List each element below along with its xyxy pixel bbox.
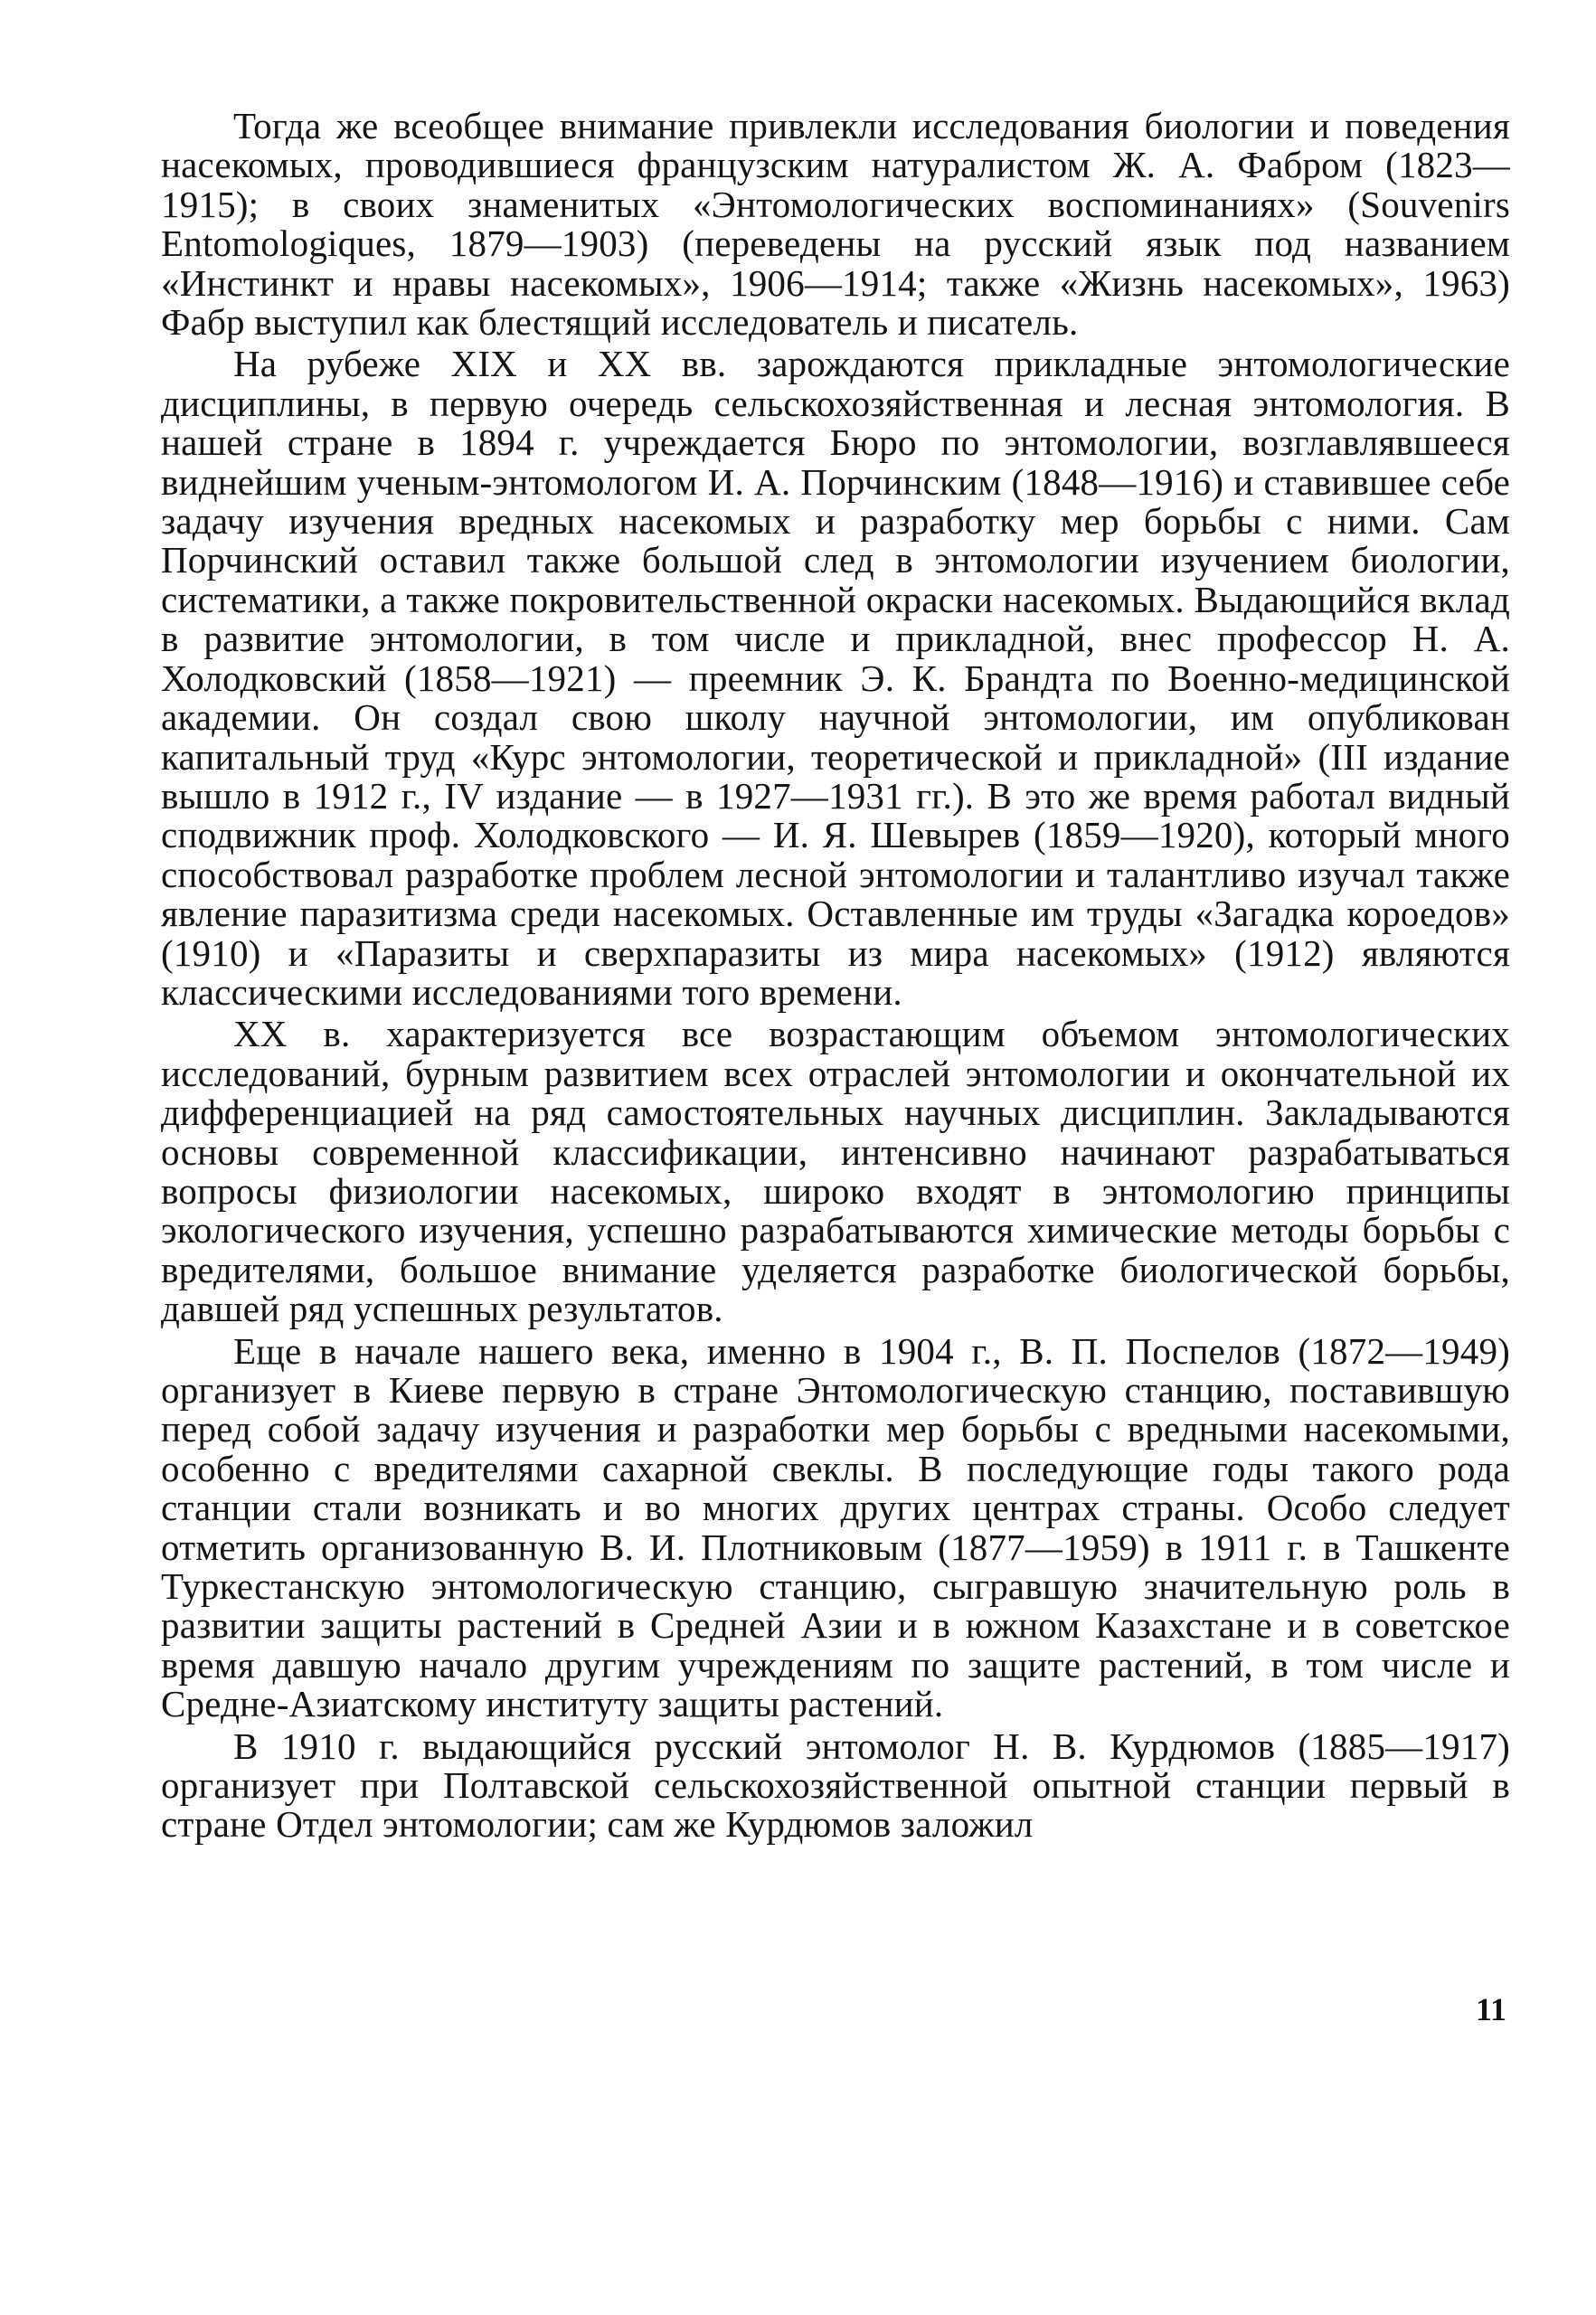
paragraph-fabre: Тогда же всеобщее внимание привлекли исследования биологии и поведения насекомых, проводившиеся французским натуралистом Ж. А. Фабром (1823—1915); в своих знаменитых «Энтомологических воспоминаниях» (Souvenirs Entomologiques, 1879—1903) (переведены на русский язык под названием «Инстинкт и нравы насекомых», 1906—1914; также «Жизнь насекомых», 1963) Фабр выступил как блестящий исследователь и писатель. (161, 105, 1510, 344)
paragraph-kurdyumov: В 1910 г. выдающийся русский энтомолог Н. В. Курдюмов (1885—1917) организует при Полтавской сельскохозяйственной опытной станции первый в стране Отдел энтомологии; сам же Курдюмов заложил (161, 1724, 1510, 1846)
page-body (161, 107, 1510, 1845)
paragraph-entomological-stations: Еще в начале нашего века, именно в 1904 г., В. П. Поспелов (1872—1949) организует в Киеве первую в стране Энтомологическую станцию, поставившую перед собой задачу изучения и разработки мер борьбы с вредными насекомыми, особенно с вредителями сахарной свеклы. В последующие годы такого рода станции стали возникать и во многих других центрах страны. Особо следует отметить организованную В. И. Плотниковым (1877—1959) в 1911 г. в Ташкенте Туркестанскую энтомологическую станцию, сыгравшую значительную роль в развитии защиты растений в Средней Азии и в южном Казахстане и в советское время давшую начало другим учреждениям по защите растений, в том числе и Средне-Азиатскому институту защиты растений. (161, 1329, 1510, 1725)
paragraph-applied-entomology: На рубеже XIX и XX вв. зарождаются прикладные энтомологические дисциплины, в первую очередь сельскохозяйственная и лесная энтомология. В нашей стране в 1894 г. учреждается Бюро по энтомологии, возглавлявшееся виднейшим ученым-энтомологом И. А. Порчинским (1848—1916) и ставившее себе задачу изучения вредных насекомых и разработку мер борьбы с ними. Сам Порчинский оставил также большой след в энтомологии изучением биологии, систематики, а также покровительственной окраски насекомых. Выдающийся вклад в развитие энтомологии, в том числе и прикладной, внес профессор Н. А. Холодковский (1858—1921) — преемник Э. К. Брандта по Военно-медицинской академии. Он создал свою школу научной энтомологии, им опубликован капитальный труд «Курс энтомологии, теоретической и прикладной» (III издание вышло в 1912 г., IV издание — в 1927—1931 гг.). В это же время работал видный сподвижник проф. Холодковского — И. Я. Шевырев (1859—1920), который много способствовал разработке проблем лесной энтомологии и талантливо изучал также явление паразитизма среди насекомых. Оставленные им труды «Загадка короедов» (1910) и «Паразиты и сверхпаразиты из мира насекомых» (1912) являются классическими исследованиями того времени. (161, 343, 1510, 1013)
page-number: 11 (1476, 1991, 1507, 2027)
paragraph-twentieth-century: XX в. характеризуется все возрастающим объемом энтомологических исследований, бурным развитием всех отраслей энтомологии и окончательной их дифференциацией на ряд самостоятельных научных дисциплин. Закладываются основы современной классификации, интенсивно начинают разрабатываться вопросы физиологии насекомых, широко входят в энтомологию принципы экологического изучения, успешно разрабатываются химические методы борьбы с вредителями, большое внимание уделяется разработке биологической борьбы, давшей ряд успешных результатов. (161, 1013, 1510, 1330)
